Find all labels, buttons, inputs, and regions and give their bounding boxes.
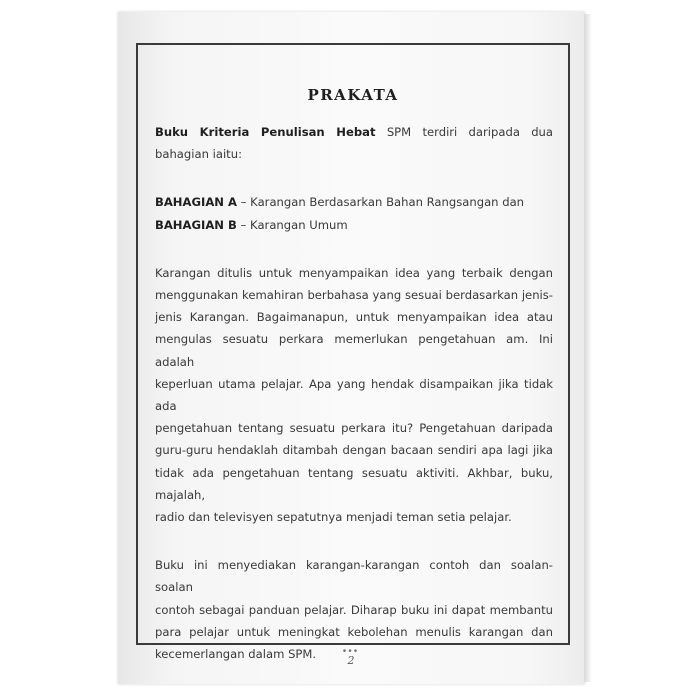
- spacer: [155, 165, 553, 191]
- intro-line-2: bahagian iaitu:: [155, 147, 242, 162]
- book-title: Buku Kriteria Penulisan Hebat: [155, 125, 376, 139]
- paragraph-1: [155, 262, 553, 528]
- section-b-text: Karangan Umum: [250, 217, 348, 232]
- intro-line-1-rest: terdiri daripada dua: [422, 125, 554, 139]
- paragraph-1-line: radio dan televisyen sepatutnya menjadi teman setia pelajar.: [155, 510, 512, 525]
- section-b-label: BAHAGIAN B: [155, 217, 237, 232]
- paragraph-1-line: tidak ada pengetahuan tentang sesuatu aktiviti. Akhbar, buku, majalah,: [155, 465, 553, 502]
- paragraph-1-line: keperluan utama pelajar. Apa yang hendak disampaikan jika tidak ada: [155, 376, 553, 414]
- paragraph-2-line: kecemerlangan dalam SPM.: [155, 647, 317, 662]
- paragraph-1-line: pengetahuan tentang sesuatu perkara itu? Pengetahuan daripada: [155, 421, 553, 436]
- section-a-label: BAHAGIAN A: [155, 195, 237, 210]
- spacer: [155, 528, 553, 554]
- paragraph-1-line: mengulas sesuatu perkara memerlukan pengetahuan am. Ini adalah: [155, 332, 553, 369]
- paragraph-2-line: Buku ini menyediakan karangan-karangan contoh dan soalan-soalan: [155, 558, 553, 595]
- section-b-separator: –: [236, 217, 251, 232]
- page-content: [155, 121, 553, 665]
- section-b: [155, 214, 553, 236]
- paragraph-1-line: jenis Karangan. Bagaimanapun, untuk menyampaikan idea atau: [155, 310, 553, 325]
- paragraph-1-line: menggunakan kemahiran berbahasa yang sesuai berdasarkan jenis-: [155, 288, 553, 303]
- page-title: PRAKATA: [307, 86, 399, 104]
- page-number: 2: [347, 654, 355, 667]
- paragraph-1-line: Karangan ditulis untuk menyampaikan idea yang terbaik dengan: [155, 265, 553, 280]
- paragraph-2-line: contoh sebagai panduan pelajar. Diharap buku ini dapat membantu: [155, 602, 553, 617]
- paragraph-1-line: guru-guru hendaklah ditambah dengan bacaan sendiri apa lagi jika: [155, 443, 553, 458]
- section-a-separator: –: [237, 195, 251, 210]
- section-a-text: Karangan Berdasarkan Bahan Rangsangan dan: [250, 195, 525, 210]
- spacer: [155, 236, 553, 262]
- footer-ornament: •••: [342, 646, 360, 657]
- section-a: [155, 191, 553, 213]
- page-edge-shadow: [584, 14, 592, 682]
- exam-name: SPM: [386, 125, 412, 139]
- intro-line-1: [155, 121, 553, 143]
- paragraph-2-line: para pelajar untuk meningkat kebolehan menulis karangan dan: [155, 624, 553, 639]
